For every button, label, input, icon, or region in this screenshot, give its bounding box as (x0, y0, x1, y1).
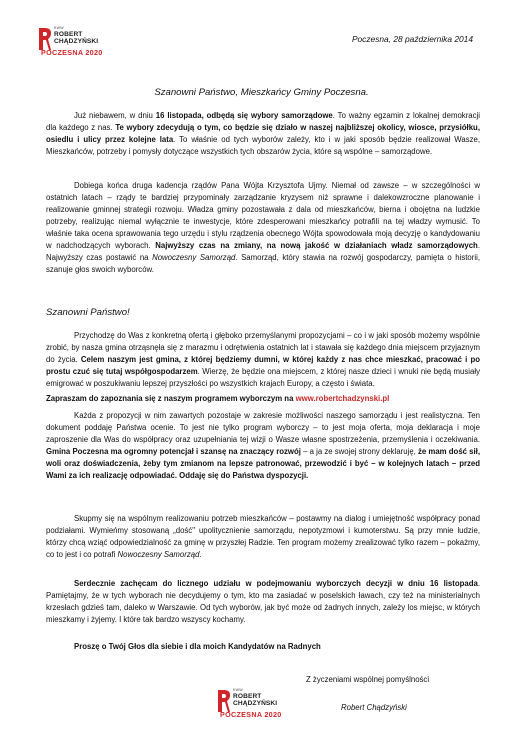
logo-tagline: POCZESNA 2020 (220, 710, 282, 719)
logo-tagline: POCZESNA 2020 (41, 48, 103, 57)
closing-wishes: Z życzeniami wspólnej pomyślności (306, 675, 430, 684)
logo-first-name: ROBERT (54, 31, 83, 38)
paragraph-2: Dobiega końca druga kadencja rządów Pana Wójta Krzysztofa Ujmy. Niemał od zawsze – w szczególności w ostatnich latach – rządy te bardziej przypominały zarządzanie kryzysem niż sprawne i dalekowzroczne planowanie i realizowanie gminnej strategii rozwoju. Władza gminy pozostawała z dala od mieszkańców, bierna i obojętna na ludzkie potrzeby, realizując niemal wyłącznie te inwestycje, które zdesperowani mieszkańcy potrafili na tej władzy wymusić. To właśnie taka ocena sprawowania tego urzędu i stylu rządzenia obecnego Wójta spowodowała moją decyzję o kandydowaniu w nadchodzących wyborach. Najwyższy czas na zmiany, na nową jakość w działaniach władz samorządowych. Najwyższy czas postawić na Nowoczesny Samorząd. Samorząd, który stawia na rozwój gospodarczy, pamięta o historii, szanuje głos swoich wyborców. (46, 181, 480, 274)
campaign-logo-bottom (216, 688, 286, 722)
logo-first-name: ROBERT (233, 693, 262, 700)
paragraph-3: Przychodzę do Was z konkretną ofertą i głęboko przemyślanymi propozycjami – co i w jaki sposób możemy wspólnie zrobić, by nasza gmina otrząsnęła się z marazmu i odrętwienia ostatnich lat i stawała się każdego dnia miejscem przyjaznym do życia. Celem naszym jest gmina, z której będziemy dumni, w której każdy z nas chce mieszkać, pracować i po prostu czuć się tutaj współgospodarzem. Wierzę, że będzie ona miejscem, z której nasze dzieci i wnuki nie będą musiały emigrować w poszukiwaniu lepszej przyszłości po wszystkich krajach Europy, a często i świata. (46, 331, 480, 388)
greeting: Szanowni Państwo, Mieszkańcy Gminy Poczesna. (154, 87, 369, 98)
paragraph-1: Już niebawem, w dniu 16 listopada, odbędą się wybory samorządowe. To ważny egzamin z lokalnej demokracji dla każdego z nas. Te wybory zdecydują o tym, co będzie się działo w naszej najbliższej okolicy, wiosce, przysiółku, osiedlu i ulicy przez kolejne lata. To właśnie od tych wyborów zależy, kto i w jaki sposób będzie realizował Wasze, Mieszkańców, potrzeby i pomysły dotyczące wszystkich tych obszarów życia, które są wspólne – samorządowe. (46, 111, 480, 156)
logo-kww: KWW (233, 688, 243, 692)
signature: Robert Chądzyński (341, 703, 407, 712)
paragraph-5: Każda z propozycji w nim zawartych pozostaje w zakresie możliwości naszego samorządu i jest realistyczna. Ten dokument poddaję Państwa ocenie. To jest nie tylko program wyborczy – to jest moja oferta, moja deklaracja i moje zaproszenie dla Was do współpracy oraz uzupełniania tej wizji o Wasze własne spostrzeżenia, przemyślenia i oczekiwania. Gmina Poczesna ma ogromny potencjał i szansę na znaczący rozwój – a ja ze swojej strony deklaruję, że mam dość sił, woli oraz doświadczenia, żeby tym zmianom na lepsze patronować, przewodzić i być – w kolejnych latach – przed Wami za ich realizację odpowiadać. Oddaję się do Państwa dyspozycji. (46, 411, 481, 480)
program-link[interactable]: www.robertchadzynski.pl (295, 394, 390, 403)
sub-greeting: Szanowni Państwo! (46, 307, 130, 318)
paragraph-7: Serdecznie zachęcam do licznego udziału w podejmowaniu wyborczych decyzji w dniu 16 listopada. Pamiętajmy, że w tych wyborach nie decydujemy o tym, kto ma zasiadać w poselskich ławach, czy też na ministerialnych krzesłach gdzieś tam, daleko w Warszawie. Od tych wyborów, jak być może od żadnych innych, zależy los miejsc, w których mieszkamy i żyjemy. I które tak bardzo wszyscy kochamy. (46, 579, 480, 624)
paragraph-8: Proszę o Twój Głos dla siebie i dla moich Kandydatów na Radnych (74, 642, 321, 651)
logo-last-name: CHĄDZYŃSKI (233, 700, 278, 707)
logo-last-name: CHĄDZYŃSKI (54, 38, 99, 45)
paragraph-4: Zapraszam do zapoznania się z naszym programem wyborczym na www.robertchadzynski.pl (46, 394, 390, 403)
paragraph-6: Skupmy się na wspólnym realizowaniu potrzeb mieszkańców – postawmy na dialog i umiejętność współpracy ponad podziałami. Wymieńmy stosowaną „dość" upolitycznienie samorządu, nepotyzmowi i kumoterstwu. Są przy mnie ludzie, którzy chcą wziąć odpowiedzialność za gminę w przyszłej Radzie. Ten program możemy zrealizować tylko razem – pokażmy, co to jest i co potrafi Nowoczesny Samorząd. (46, 514, 480, 559)
date-line: Poczesna, 28 października 2014 (351, 34, 473, 44)
campaign-logo (37, 26, 107, 60)
logo-kww: KWW (54, 26, 64, 30)
